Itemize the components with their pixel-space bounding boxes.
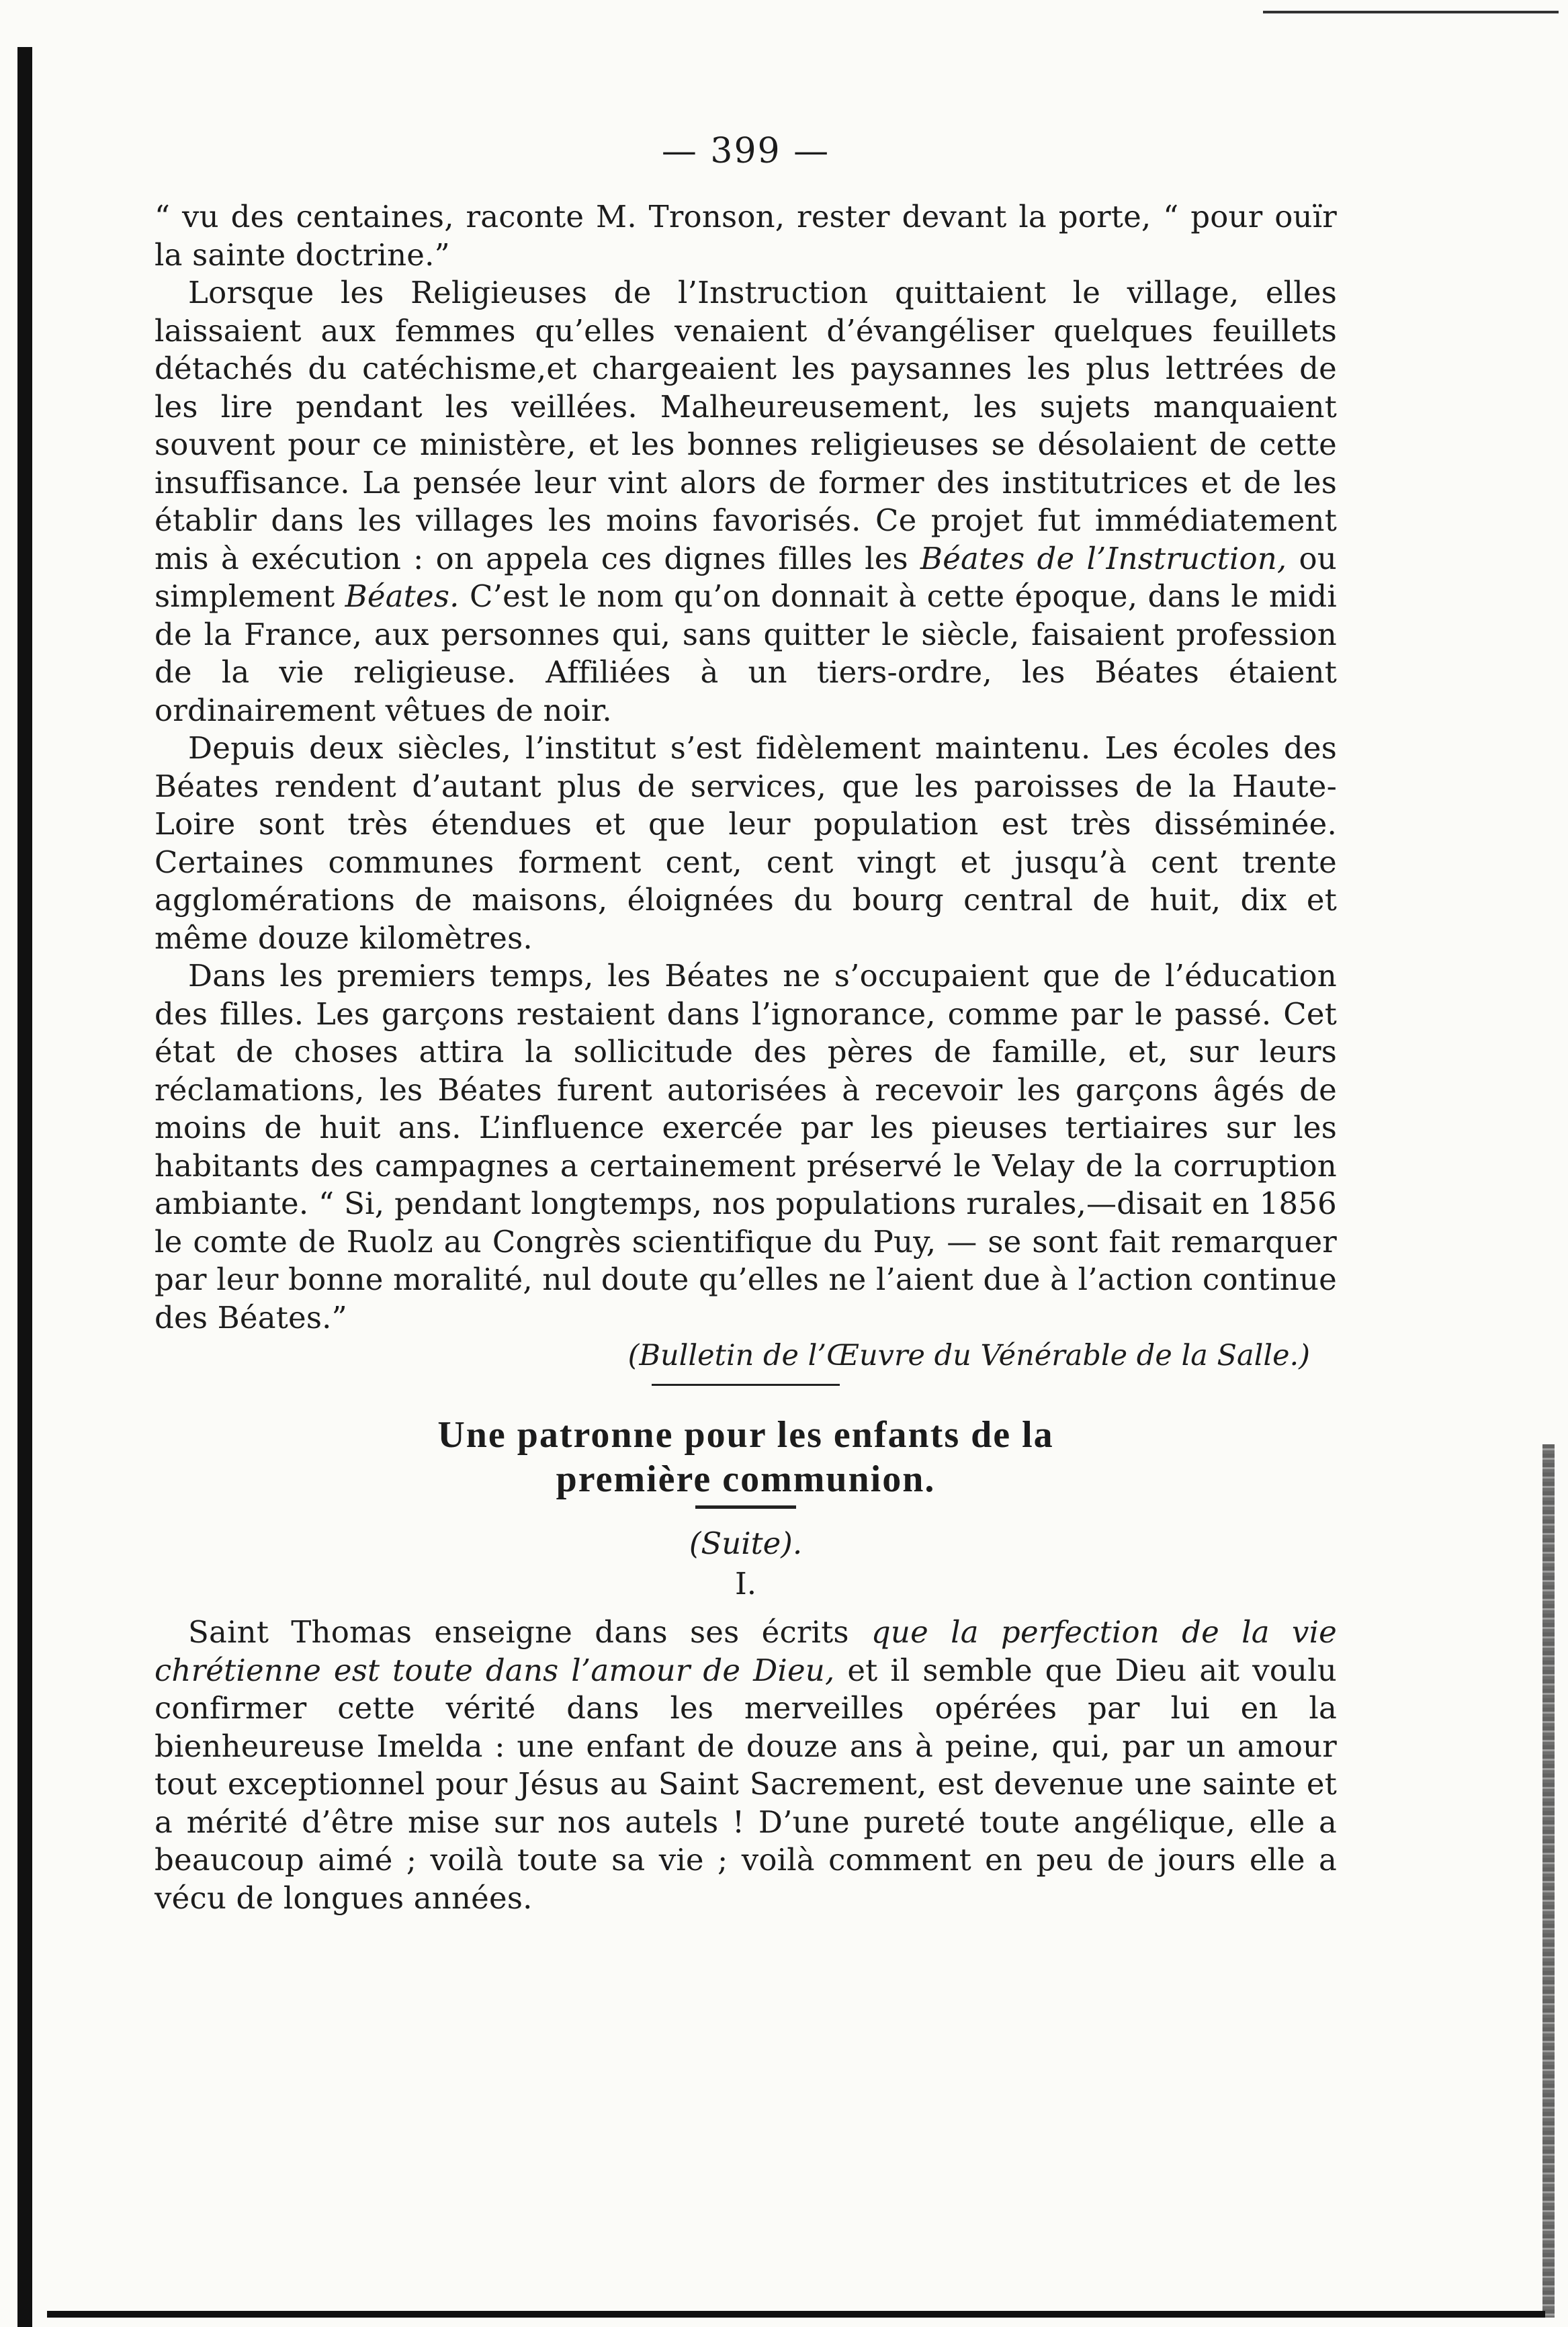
paragraph-religieuses (155, 274, 1337, 730)
scan-edge-right (1542, 1444, 1555, 2318)
scan-edge-top (1263, 11, 1559, 13)
scan-edge-bottom (47, 2311, 1545, 2318)
heading-divider (695, 1505, 796, 1509)
paragraph-religieuses-italic-1: Béates de l’Instruction, (920, 540, 1287, 576)
paragraph-saint-thomas-italic: que la perfection de la vie chrétienne est toute dans l’amour de Dieu, (155, 1614, 1337, 1688)
paragraph-religieuses-tail: C’est le nom qu’on donnait à cette époque, dans le midi de la France, aux personnes qui, sans quitter le siècle, faisaient profession de la vie religieuse. Affiliées à un tiers-ordre, les Béates étaient ordinairement vêtues de noir. (155, 578, 1337, 728)
paragraph-religieuses-text: Lorsque les Religieuses de l’Instruction quittaient le village, elles laissaient aux femmes qu’elles venaient d’évangéliser quelques feuillets détachés du catéchisme,et chargeaient les paysannes les plus lettrées de les lire pendant les veillées. Malheureusement, les sujets manquaient souvent pour ce ministère, et les bonnes religieuses se désolaient de cette insuffisance. La pensée leur vint alors de former des institutrices et de les établir dans les villages les moins favorisés. Ce projet fut immédiatement mis à exécution : on appela ces dignes filles les (155, 275, 1337, 576)
paragraph-institut: Depuis deux siècles, l’institut s’est fidèlement maintenu. Les écoles des Béates rendent d’autant plus de services, que les paroisses de la Haute-Loire sont très étendues et que leur population est très disséminée. Certaines communes forment cent, cent vingt et jusqu’à cent trente agglomérations de maisons, éloignées du bourg central de huit, dix et même douze kilomètres. (155, 730, 1337, 956)
paragraph-premiers-temps: Dans les premiers temps, les Béates ne s’occupaient que de l’éducation des filles. Les garçons restaient dans l’ignorance, comme par le passé. Cet état de choses attira la sollicitude des pères de famille, et, sur leurs réclamations, les Béates furent autorisées à recevoir les garçons âgés de moins de huit ans. L’influence exercée par les pieuses tertiaires sur les habitants des campagnes a certainement préservé le Velay de la corruption ambiante. “ Si, pendant longtemps, nos populations rurales,—disait en 1856 le comte de Ruolz au Congrès scientifique du Puy, — se sont fait remarquer par leur bonne moralité, nul doute qu’elles ne l’aient due à l’action continue des Béates.” (155, 958, 1337, 1335)
article-heading-line-2: première communion. (556, 1458, 936, 1500)
paragraph-religieuses-italic-2: Béates. (345, 578, 460, 614)
page-body (155, 131, 1337, 1917)
page-number: — 399 — (661, 131, 830, 171)
scan-edge-left (17, 47, 32, 2327)
paragraph-saint-thomas (155, 1614, 1337, 1917)
paragraph-quote-continuation: “ vu des centaines, raconte M. Tronson, rester devant la porte, “ pour ouïr la sainte doctrine.” (155, 199, 1337, 273)
article-heading-line-1: Une patronne pour les enfants de la (437, 1414, 1054, 1456)
source-citation: (Bulletin de l’Œuvre du Vénérable de la Salle.) (627, 1339, 1310, 1372)
section-divider (652, 1384, 840, 1386)
section-numeral: I. (734, 1566, 757, 1601)
paragraph-saint-thomas-lead: Saint Thomas enseigne dans ses écrits (188, 1614, 849, 1650)
suite-label: (Suite). (689, 1526, 803, 1561)
paragraph-religieuses-mid: ou simplement (155, 540, 1337, 614)
paragraph-saint-thomas-tail: et il semble que Dieu ait voulu confirmer cette vérité dans les merveilles opérées par lui en la bienheureuse Imelda : une enfant de douze ans à peine, qui, par un amour tout exceptionnel pour Jésus au Saint Sacrement, est devenue une sainte et a mérité d’être mise sur nos autels ! D’une pureté toute angélique, elle a beaucoup aimé ; voilà toute sa vie ; voilà comment en peu de jours elle a vécu de longues années. (155, 1652, 1337, 1916)
article-heading (155, 1413, 1337, 1501)
